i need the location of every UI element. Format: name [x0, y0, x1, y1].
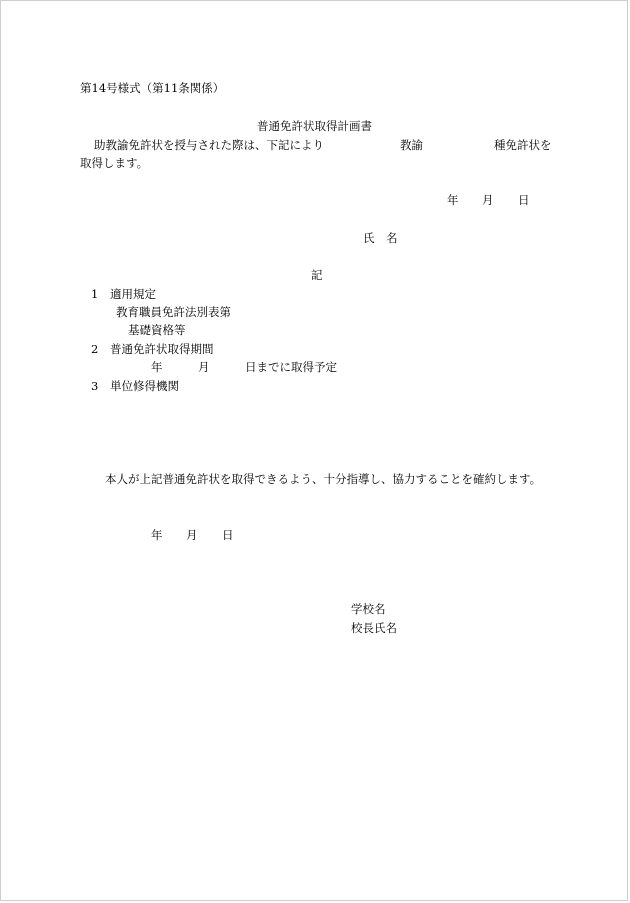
pledge-text: 本人が上記普通免許状を取得できるよう、十分指導し、協力することを確約します。	[105, 472, 542, 486]
principal-name-label: 校長氏名	[351, 621, 397, 635]
item3-number: 3	[91, 379, 99, 393]
applicant-name-label: 氏 名	[363, 231, 398, 245]
item2-label: 普通免許状取得期間	[110, 342, 214, 356]
intro-text-line2: 取得します。	[80, 156, 149, 170]
ki-heading: 記	[311, 268, 323, 282]
date-bottom-year: 年	[151, 528, 163, 542]
item1-sub-basis: 基礎資格等	[128, 323, 186, 337]
item2-month: 月	[198, 360, 210, 374]
item2-day-text: 日までに取得予定	[245, 360, 337, 374]
date-top-year: 年	[447, 193, 459, 207]
item3-label: 単位修得機関	[110, 379, 179, 393]
date-bottom-day: 日	[222, 528, 234, 542]
date-top-day: 日	[518, 193, 530, 207]
form-number: 第14号様式（第11条関係）	[80, 81, 225, 95]
item2-number: 2	[91, 342, 99, 356]
item1-label: 適用規定	[110, 287, 156, 301]
school-name-label: 学校名	[351, 602, 386, 616]
document-title: 普通免許状取得計画書	[257, 119, 372, 133]
intro-text-part1: 助教諭免許状を授与された際は、下記により	[94, 138, 324, 152]
item2-year: 年	[151, 360, 163, 374]
date-top-month: 月	[482, 193, 494, 207]
item1-sub-table: 教育職員免許法別表第	[116, 305, 231, 319]
date-bottom-month: 月	[186, 528, 198, 542]
intro-text-license-type: 種免許状を	[494, 138, 552, 152]
item1-number: 1	[91, 287, 99, 301]
intro-text-teacher: 教諭	[400, 138, 423, 152]
